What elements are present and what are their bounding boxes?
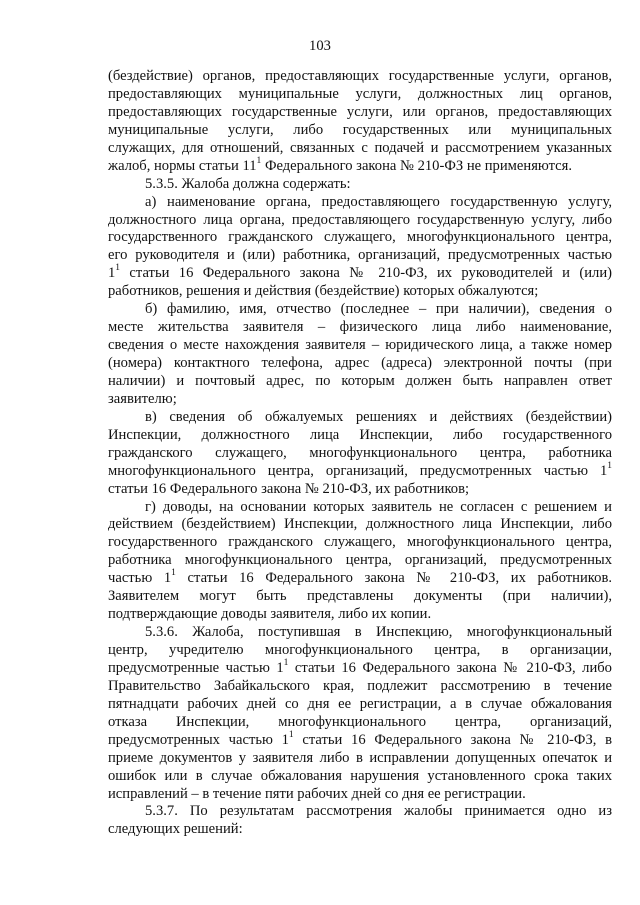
text-line <box>108 768 612 786</box>
page-number: 103 <box>309 38 331 54</box>
text-line-content: Правительство Забайкальского края, подлежит рассмотрению в течение <box>108 677 612 694</box>
text-line <box>108 588 612 606</box>
text-line-content: действием (бездействием) Инспекции, должностного лица Инспекции, либо <box>108 516 612 533</box>
text-line-content: 5.3.6. Жалоба, поступившая в Инспекцию, многофункциональный <box>145 624 612 641</box>
text-line-content: государственного гражданского служащего, многофункционального центра, <box>108 229 612 246</box>
text-line-content: муниципальные услуги, либо государственных или муниципальных <box>108 121 612 138</box>
superscript: 1 <box>171 568 176 579</box>
text-line-content: центр, учредителю многофункционального центра, в организации, <box>108 642 612 658</box>
text-line-content: сведения о месте нахождения заявителя – юридического лица, а также номер <box>108 337 612 354</box>
text-line <box>108 229 612 247</box>
text-line-content: Инспекции, должностного лица Инспекции, либо государственного <box>108 426 612 443</box>
text-line <box>108 104 612 122</box>
text-line-content: должностного лица органа, предоставляющего государственную услугу, либо <box>108 211 612 228</box>
text-line <box>108 786 612 804</box>
superscript: 1 <box>256 155 262 166</box>
text-line <box>108 460 612 481</box>
text-line-content: работника многофункционального центра, организаций, предусмотренных <box>108 552 612 569</box>
text-line-continuation: статьи 16 Федерального закона № 210-ФЗ, либо <box>288 659 612 676</box>
text-line-content: предусмотренных частью 1 <box>108 731 289 748</box>
text-line-content: приеме документов у заявителя либо в исправлении допущенных опечаток и <box>108 749 612 766</box>
superscript: 1 <box>288 729 294 740</box>
text-line-content: его руководителя и (или) работника, организаций, предусмотренных частью <box>108 247 612 264</box>
text-line <box>108 155 612 176</box>
text-line-content: (номера) контактного телефона, адрес (адреса) электронной почты (при <box>108 355 612 371</box>
body-text <box>108 68 612 839</box>
text-line <box>108 821 612 839</box>
text-line-content: государственного гражданского служащего, многофункционального центра, <box>108 534 612 551</box>
text-line <box>108 212 612 230</box>
text-line <box>108 552 612 570</box>
text-line-content: 1 <box>108 265 116 282</box>
text-line-content: предоставляющих муниципальные услуги, должностных лиц органов, <box>108 85 612 102</box>
text-line-content: служащих, для отношений, связанных с подачей и рассмотрением указанных <box>108 139 612 156</box>
superscript: 1 <box>283 658 289 669</box>
text-line <box>108 445 612 463</box>
text-line <box>108 427 612 445</box>
text-line <box>108 373 612 391</box>
text-line <box>108 176 612 194</box>
text-line-content: работников, решения и действия (бездействие) которых обжалуются; <box>108 283 539 300</box>
text-line-continuation: статьи 16 Федерального закона № 210-ФЗ, в <box>293 731 612 748</box>
text-line-content: пятнадцати рабочих дней со дня ее регистрации, а в случае обжалования <box>108 695 612 712</box>
text-line-content: б) фамилию, имя, отчество (последнее – при наличии), сведения о <box>145 301 612 318</box>
text-line <box>108 642 612 660</box>
text-line <box>108 409 612 427</box>
text-line-content: многофункционального центра, организаций, предусмотренных частью 1 <box>108 462 608 479</box>
text-line-continuation: статьи 16 Федерального закона № 210-ФЗ, их работников. <box>175 570 612 587</box>
text-line-content: (бездействие) органов, предоставляющих государственные услуги, органов, <box>108 68 612 84</box>
text-line <box>108 337 612 355</box>
superscript: 1 <box>115 263 121 274</box>
text-line <box>108 122 612 140</box>
text-line-content: Заявителем могут быть представлены документы (при наличии), <box>108 588 612 605</box>
text-line <box>108 391 612 409</box>
text-line-content: в) сведения об обжалуемых решениях и действиях (бездействии) <box>145 408 612 425</box>
text-line-content: подтверждающие доводы заявителя, либо их копии. <box>108 606 432 623</box>
text-line-content: заявителю; <box>108 390 177 407</box>
text-line <box>108 696 612 714</box>
text-line-content: 5.3.5. Жалоба должна содержать: <box>145 175 351 192</box>
text-line-content: частью 1 <box>108 570 172 587</box>
text-line <box>108 606 612 624</box>
text-line <box>108 86 612 104</box>
text-line <box>108 570 612 588</box>
text-line <box>108 283 612 301</box>
text-line <box>108 660 612 678</box>
text-line-content: ошибок или в случае обжалования нарушения установленного срока таких <box>108 767 612 784</box>
text-line <box>108 678 612 696</box>
text-line-content: исправлений – в течение пяти рабочих дней со дня ее регистрации. <box>108 785 526 802</box>
text-line <box>108 714 612 732</box>
text-line-continuation: Федерального закона № 210-ФЗ не применяются. <box>261 157 573 174</box>
text-line-content: жалоб, нормы статьи 11 <box>108 157 257 174</box>
text-line <box>108 803 612 821</box>
text-line-continuation: статьи 16 Федерального закона № 210-ФЗ, их руководителей и (или) <box>120 265 612 282</box>
text-line <box>108 516 612 534</box>
text-line <box>108 194 612 212</box>
text-line-content: следующих решений: <box>108 821 243 838</box>
text-line-content: гражданского служащего, многофункционального центра, работника <box>108 444 612 461</box>
text-line-content: 5.3.7. По результатам рассмотрения жалобы принимается одно из <box>145 803 612 820</box>
text-line <box>108 499 612 517</box>
text-line-content: предусмотренные частью 1 <box>108 659 284 676</box>
text-line <box>108 140 612 158</box>
text-line <box>108 481 612 499</box>
text-line <box>108 534 612 552</box>
text-line <box>108 624 612 642</box>
text-line <box>108 319 612 337</box>
text-line-content: а) наименование органа, предоставляющего государственную услугу, <box>145 193 612 210</box>
text-line <box>108 68 612 86</box>
text-line-content: отказа Инспекции, многофункционального центра, организаций, <box>108 713 612 730</box>
text-line <box>108 355 612 373</box>
text-line <box>108 729 612 750</box>
text-line-content: г) доводы, на основании которых заявитель не согласен с решением и <box>145 498 612 515</box>
text-line-content: предоставляющих государственные услуги, или органов, предоставляющих <box>108 103 612 120</box>
text-line-content: месте жительства заявителя – физического лица либо наименование, <box>108 319 612 336</box>
text-line <box>108 750 612 768</box>
text-line-content: наличии) и почтовый адрес, по которым должен быть направлен ответ <box>108 372 612 389</box>
superscript: 1 <box>607 460 612 471</box>
text-line-content: статьи 16 Федерального закона № 210-ФЗ, их работников; <box>108 480 470 497</box>
text-line <box>108 265 612 283</box>
text-line <box>108 247 612 265</box>
text-line <box>108 301 612 319</box>
